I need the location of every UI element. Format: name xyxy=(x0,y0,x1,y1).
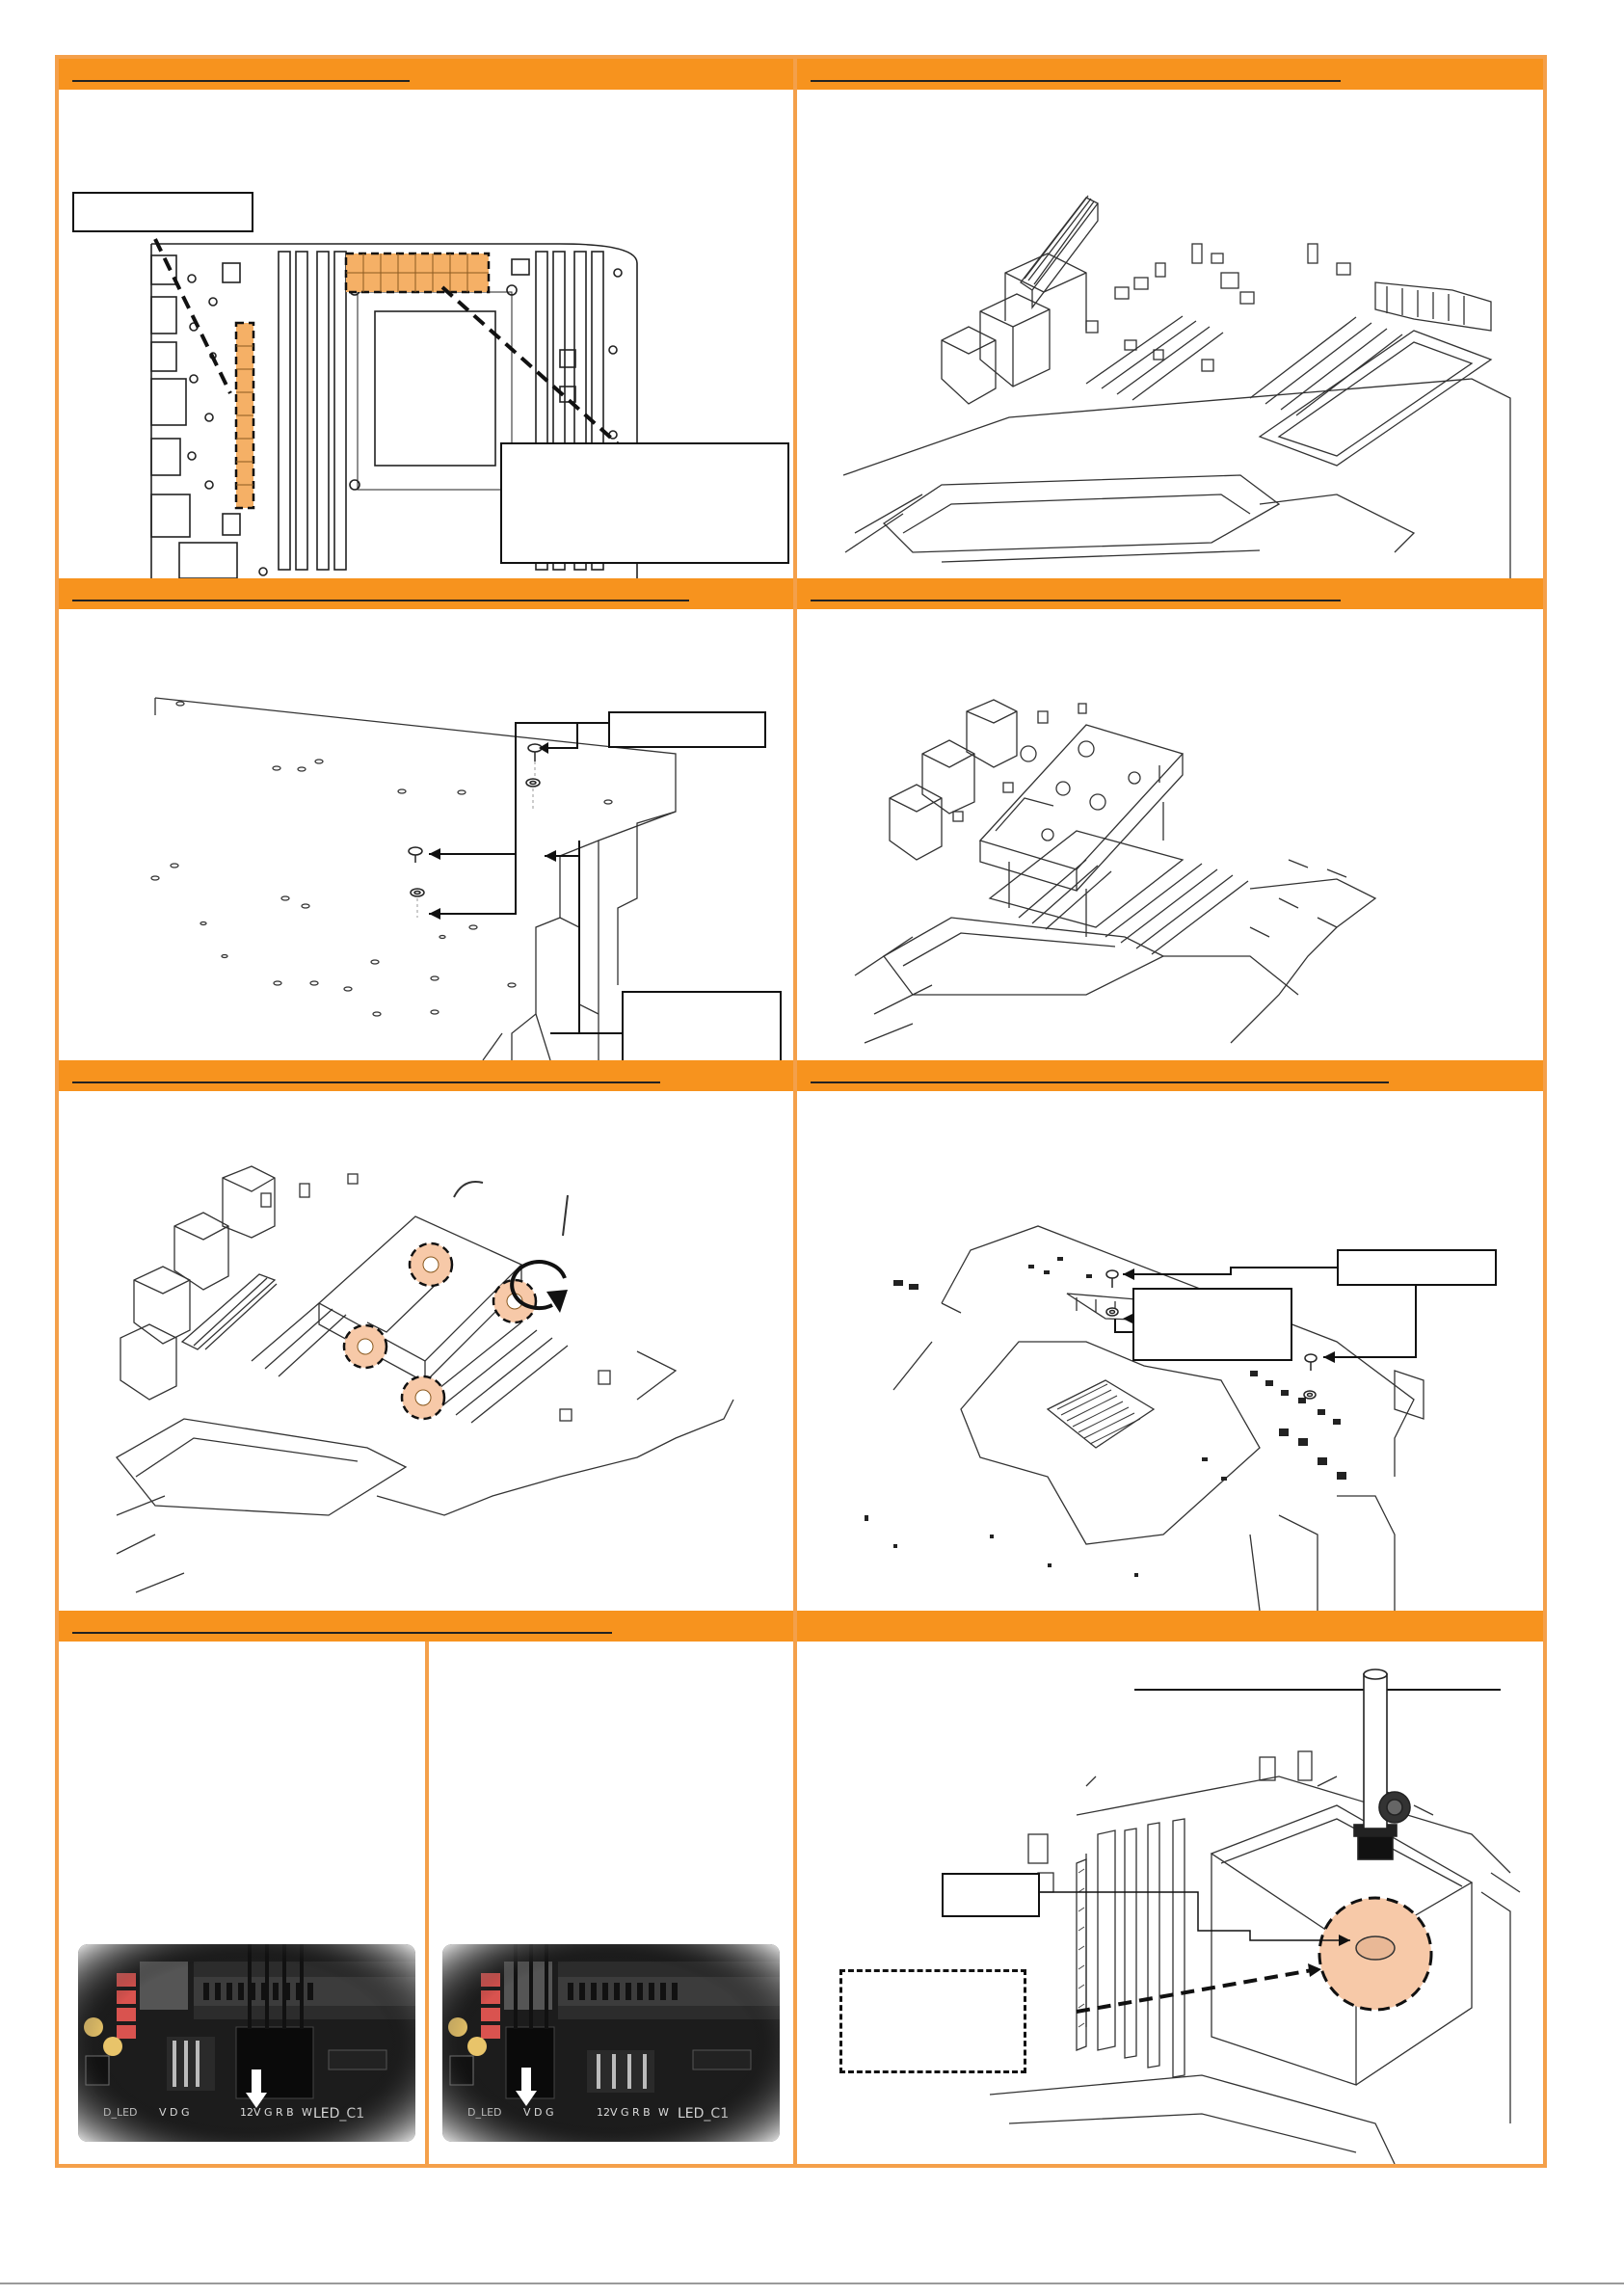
callout-s6-left xyxy=(1132,1288,1292,1361)
panel-4-block-placement xyxy=(797,609,1543,1060)
panel-7c-fitting-install xyxy=(797,1642,1543,2164)
panel-1-board-top-view xyxy=(59,90,793,578)
callout-s3-bottom xyxy=(622,991,782,1060)
section-header-5 xyxy=(59,1060,797,1091)
section-header-3 xyxy=(59,578,797,609)
panel-6-socket-screws xyxy=(797,1091,1543,1611)
instruction-sheet xyxy=(55,55,1547,2168)
panel-2-board-isometric xyxy=(797,90,1543,578)
panel-7b-rgb-header-3pin xyxy=(429,1642,793,2164)
callout-s6-top xyxy=(1337,1249,1497,1286)
callout-s7-small xyxy=(942,1873,1040,1917)
vrm-left-highlight xyxy=(236,323,253,508)
vrm-top-highlight xyxy=(346,254,489,292)
section-header-2 xyxy=(797,59,1543,90)
fitting-icon xyxy=(1354,1669,1410,1859)
callout-s7-dashed xyxy=(839,1969,1026,2073)
callout-s3-top xyxy=(608,711,766,748)
screw-icon xyxy=(409,744,542,896)
panel-7a-rgb-header-4pin xyxy=(59,1642,425,2164)
page-bottom-rule xyxy=(0,2283,1624,2284)
section-header-6 xyxy=(797,1060,1543,1091)
photo-drgb-header-connected xyxy=(442,1944,780,2142)
section-header-1 xyxy=(59,59,797,90)
callout-s1-left xyxy=(72,192,253,232)
callout-s1-right xyxy=(500,442,789,564)
panel-5-tighten-screws xyxy=(59,1091,793,1611)
section-header-4 xyxy=(797,578,1543,609)
section-header-7 xyxy=(59,1611,1543,1642)
photo-rgb-header-connected xyxy=(78,1944,415,2142)
panel-3-backplate-screws xyxy=(59,609,793,1060)
